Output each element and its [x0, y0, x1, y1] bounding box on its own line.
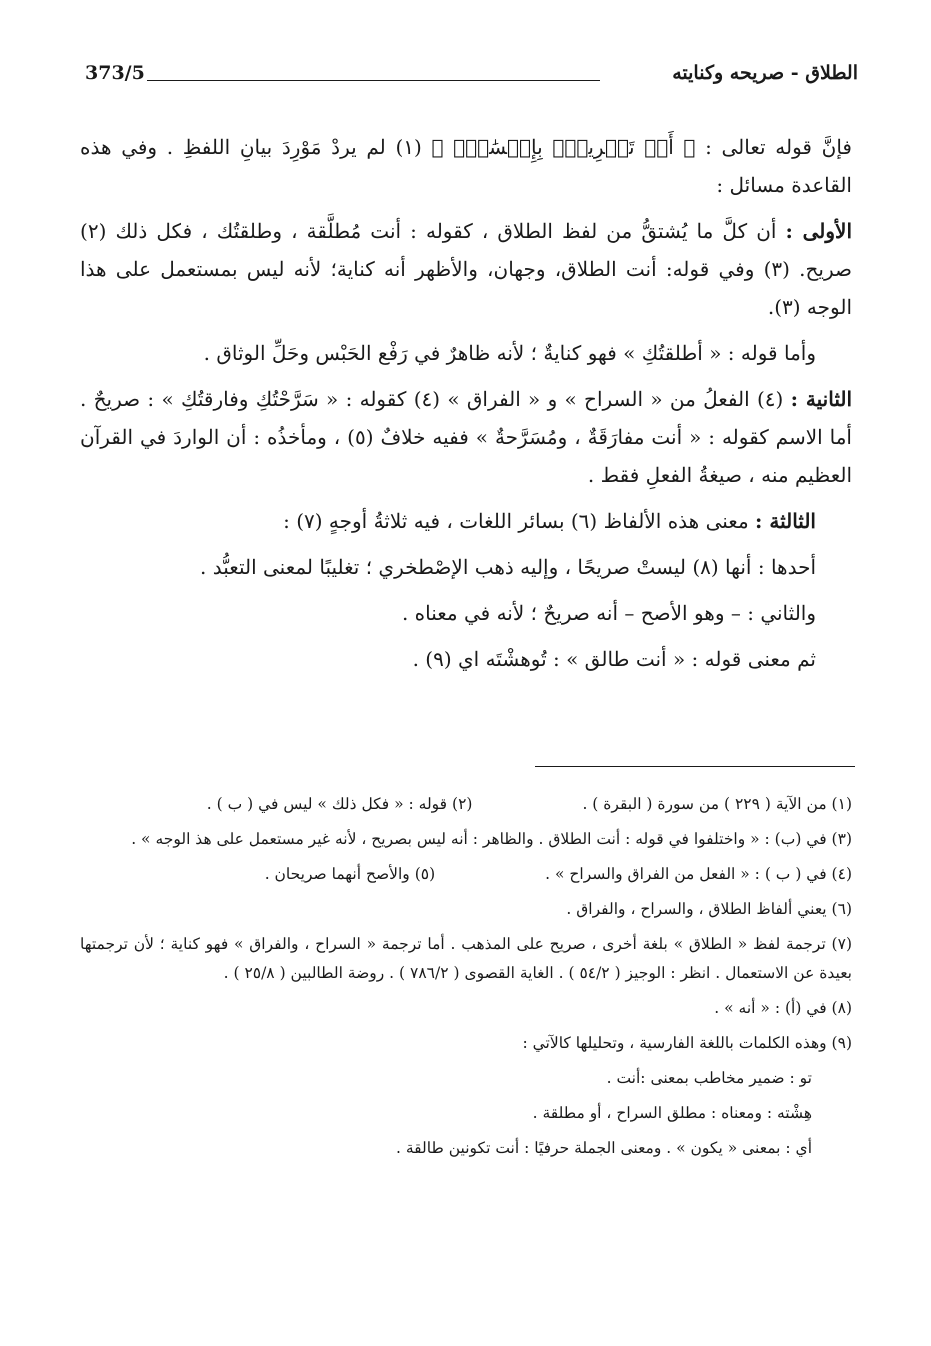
footnote-row-1-2	[80, 790, 852, 819]
paragraph-6: أحدها : أنها (٨) ليستْ صريحًا ، وإليه ذهب الإصْطخري ؛ تغليبًا لمعنى التعبُّد .	[200, 555, 816, 579]
page-header	[85, 62, 858, 94]
paragraph-5-lead: الثالثة :	[755, 509, 816, 533]
paragraph-5-text: معنى هذه الألفاظ (٦) بسائر اللغات ، فيه ثلاثةُ أوجهٍ (٧) :	[283, 509, 756, 533]
footnote-5: (٥) والأصح أنهما صريحان .	[264, 865, 436, 883]
paragraph-5	[80, 502, 852, 540]
footnote-4: (٤) في ( ب ) : « الفعل من الفراق والسراح » .	[545, 865, 852, 883]
footnote-2: (٢) قوله : « فكل ذلك » ليس في ( ب ) .	[206, 795, 473, 813]
paragraph-4-text: (٤) الفعلُ من « السراح » و « الفراق » (٤) كقوله : « سَرَّحْتُكِ وفارقتُكِ » : صريحٌ . أما الاسم كقوله : « أنت مفارَقَةٌ ، ومُسَرَّحةٌ » ففيه خلافٌ (٥) ، ومأخذُه : أن الواردَ في القرآن العظيم منه ، صيغةُ الفعلِ فقط .	[80, 387, 852, 487]
footnote-9-line-3: أي : بمعنى « يكون » . ومعنى الجملة حرفيًا : أنت تكونين طالقة .	[396, 1139, 812, 1157]
paragraph-2-lead: الأولى :	[785, 219, 852, 243]
paragraph-2-text: أن كلَّ ما يُشتقُّ من لفظ الطلاق ، كقوله : أنت مُطلَّقة ، وطلقتُك ، فكل ذلك (٢) صريح. (٣) وفي قوله: أنت الطلاق، وجهان، والأظهر أنه كناية؛ لأنه ليس بمستعمل على هذا الوجه (٣).	[80, 219, 852, 319]
footnote-1: (١) من الآية ( ٢٢٩ ) من سورة ( البقرة ) .	[582, 795, 852, 813]
footnote-7: (٧) ترجمة لفظ « الطلاق » بلغة أخرى ، صريح على المذهب . أما ترجمة « السراح ، والفراق » فهو كناية ؛ لأن ترجمتها بعيدة عن الاستعمال . انظر : الوجيز ( ٥٤/٢ ) . الغاية القصوى ( ٧٨٦/٢ ) . روضة الطالبين ( ٢٥/٨ ) .	[80, 935, 852, 982]
footnote-9-line-1: تو : ضمير مخاطب بمعنى :أنت .	[606, 1069, 812, 1087]
page-number: 373/5	[85, 62, 145, 84]
footnote-8: (٨) في (أ) : « أنه » .	[714, 999, 852, 1017]
paragraph-4	[80, 380, 852, 494]
footnotes	[80, 790, 852, 1169]
paragraph-7: والثاني : – وهو الأصح – أنه صريحٌ ؛ لأنه في معناه .	[401, 601, 816, 625]
header-rule	[147, 80, 600, 81]
paragraph-3: وأما قوله : « أطلقتُكِ » فهو كنايةٌ ؛ لأنه ظاهرٌ في رَفْع الحَبْس وحَلِّ الوثاق .	[203, 341, 816, 365]
main-text	[80, 128, 852, 686]
footnote-9: (٩) وهذه الكلمات باللغة الفارسية ، وتحليلها كالآتي :	[522, 1034, 852, 1052]
footnote-separator	[535, 766, 855, 767]
running-title: الطلاق - صريحه وكنايته	[672, 62, 858, 84]
paragraph-2	[80, 212, 852, 326]
footnote-row-4-5	[80, 860, 852, 889]
paragraph-4-lead: الثانية :	[790, 387, 853, 411]
footnote-3: (٣) في (ب) : « واختلفوا في قوله : أنت الطلاق . والظاهر : أنه ليس بصريح ، لأنه غير مستعمل على هذ الوجه » .	[131, 830, 852, 848]
paragraph-1: فإنَّ قوله تعالى : ﴿ أَوۡ تَسۡرِيحُۢ بِإِحۡسَٰنٖۗ ﴾ (١) لم يردْ مَوْرِدَ بيانِ اللفظِ . وفي هذه القاعدة مسائل :	[80, 135, 852, 197]
paragraph-8: ثم معنى قوله : « أنت طالق » : تُوهشْتَه اي (٩) .	[412, 647, 816, 671]
footnote-9-line-2: هِشْته : ومعناه : مطلق السراح ، أو مطلقة .	[532, 1104, 812, 1122]
footnote-6: (٦) يعني ألفاظ الطلاق ، والسراح ، والفراق .	[566, 900, 852, 918]
